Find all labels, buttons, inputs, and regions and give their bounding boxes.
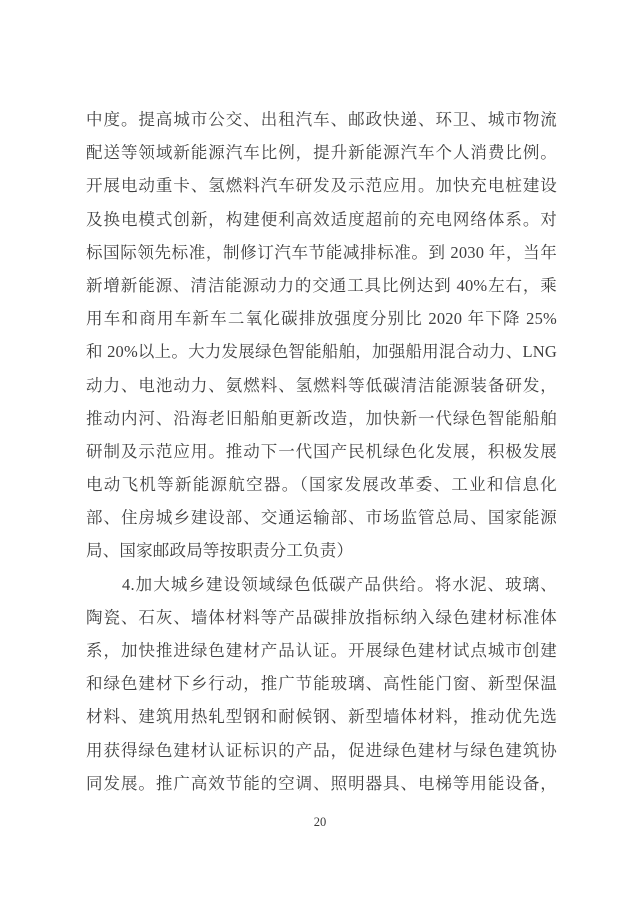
text-line: 材料、建筑用热轧型钢和耐候钢、新型墙体材料，推动优先选	[86, 707, 557, 727]
text-line: 用车和商用车新车二氧化碳排放强度分别比 2020 年下降 25%	[86, 309, 557, 329]
text-line: 系，加快推进绿色建材产品认证。开展绿色建材试点城市创建	[86, 641, 557, 660]
text-line: 动力、电池动力、氨燃料、氢燃料等低碳清洁能源装备研发，	[86, 375, 557, 395]
text-line: 研制及示范应用。推动下一代国产民机绿色化发展，积极发展	[86, 441, 557, 461]
text-run: 将水泥、玻璃、	[434, 574, 557, 594]
text-line: 局、国家邮政局等按职责分工负责）	[86, 541, 354, 561]
text-line: 电动飞机等新能源航空器。（国家发展改革委、工业和信息化	[86, 475, 557, 495]
text-line: 配送等领域新能源汽车比例，提升新能源汽车个人消费比例。	[86, 143, 557, 163]
body-text	[86, 103, 557, 800]
text-line: 同发展。推广高效节能的空调、照明器具、电梯等用能设备，	[86, 773, 557, 793]
text-line: 和绿色建材下乡行动，推广节能玻璃、高性能门窗、新型保温	[86, 674, 557, 694]
text-line: 新增新能源、清洁能源动力的交通工具比例达到 40%左右，乘	[86, 275, 557, 295]
text-line	[86, 568, 557, 601]
text-line: 推动内河、沿海老旧船舶更新改造，加快新一代绿色智能船舶	[86, 408, 557, 428]
text-line: 及换电模式创新，构建便利高效适度超前的充电网络体系。对	[86, 209, 557, 229]
section-4-heading: 4.加大城乡建设领域绿色低碳产品供给。	[122, 574, 435, 594]
page-number: 20	[313, 815, 327, 829]
text-line: 标国际领先标准，制修订汽车节能减排标准。到 2030 年，当年	[86, 242, 557, 262]
text-line: 陶瓷、石灰、墙体材料等产品碳排放指标纳入绿色建材标准体	[86, 607, 557, 627]
text-line: 和 20%以上。大力发展绿色智能船舶，加强船用混合动力、LNG	[86, 342, 557, 362]
text-line: 用获得绿色建材认证标识的产品，促进绿色建材与绿色建筑协	[86, 740, 557, 760]
text-line: 开展电动重卡、氢燃料汽车研发及示范应用。加快充电桩建设	[86, 176, 557, 196]
text-line: 部、住房城乡建设部、交通运输部、市场监管总局、国家能源	[86, 508, 557, 528]
text-line: 中度。提高城市公交、出租汽车、邮政快递、环卫、城市物流	[86, 110, 557, 129]
